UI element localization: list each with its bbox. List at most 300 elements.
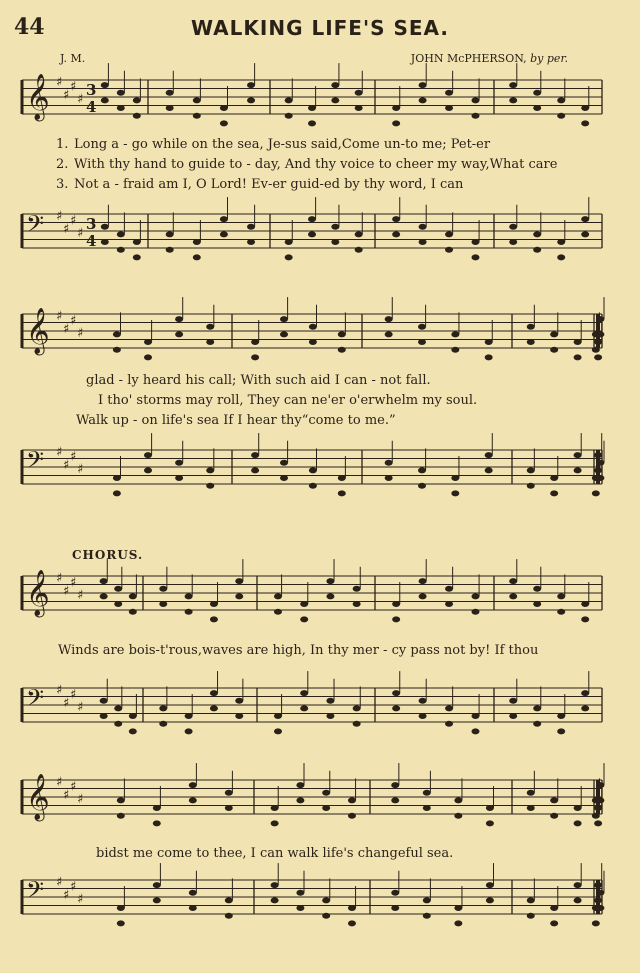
note-head [486,805,494,811]
note-head [285,254,293,260]
note-head [581,601,589,607]
bass-clef-icon: 𝄢 [26,210,45,243]
note-head [451,347,459,353]
verse-3-line-1 [56,177,463,192]
note-head [419,698,427,704]
note-head [113,475,121,481]
note-head [322,805,330,811]
sharp-icon: ♯ [56,683,63,698]
verse-number: 3. [56,177,69,192]
note-head [385,316,393,322]
note-head [557,609,565,615]
bass-clef-icon: 𝄢 [26,876,45,909]
note-head [527,897,535,903]
note-head [114,586,122,592]
sharp-icon: ♯ [63,221,70,237]
note-head [206,324,214,330]
note-head [348,920,356,926]
note-head [392,216,400,222]
music-credit-permission: by per. [530,52,568,65]
note-head [225,913,233,919]
note-head [574,452,582,458]
note-head [225,897,233,903]
treble-clef-icon: 𝄞 [26,774,50,820]
note-head [101,82,109,88]
note-head [423,897,431,903]
sharp-icon: ♯ [70,687,77,703]
sharp-icon: ♯ [63,583,70,599]
sharp-icon: ♯ [70,879,77,895]
note-head [114,721,122,727]
note-head [271,820,279,826]
note-head [235,593,243,599]
note-head [166,247,174,253]
note-head [533,231,541,237]
note-head [185,713,193,719]
note-head [331,239,339,245]
note-head [557,239,565,245]
sharp-icon: ♯ [56,775,63,790]
note-head [247,97,255,103]
note-head [533,105,541,111]
note-head [485,452,493,458]
note-head [486,820,494,826]
note-head [355,247,363,253]
note-head [594,354,602,360]
note-head [418,324,426,330]
note-head [355,105,363,111]
sharp-icon: ♯ [56,209,63,224]
note-head [574,897,582,903]
note-head [596,460,604,466]
treble-clef-icon: 𝄞 [26,308,50,354]
note-head [296,890,304,896]
note-head [533,247,541,253]
note-head [527,324,535,330]
note-head [309,339,317,345]
note-head [471,113,479,119]
note-head [485,339,493,345]
note-head [331,82,339,88]
note-head [592,813,600,819]
note-head [159,705,167,711]
bass-clef-icon: 𝄢 [26,446,45,479]
note-head [391,890,399,896]
note-head [423,805,431,811]
note-head [596,475,604,481]
note-head [274,593,282,599]
note-head [348,813,356,819]
note-head [527,483,535,489]
note-head [581,120,589,126]
note-head [300,601,308,607]
note-head [308,231,316,237]
bass-clef-icon: 𝄢 [26,684,45,717]
note-head [454,797,462,803]
note-head [210,601,218,607]
note-head [129,728,137,734]
note-head [533,705,541,711]
lyric-text: Not a - fraid am I, O Lord! Ev-er guid-ed by thy word, I can [74,177,464,192]
note-head [419,97,427,103]
note-head [144,467,152,473]
note-head [285,239,293,245]
note-head [159,586,167,592]
note-head [509,593,517,599]
clefs [26,74,96,909]
note-head [557,713,565,719]
note-head [113,331,121,337]
note-head [527,467,535,473]
note-head [153,882,161,888]
note-head [225,805,233,811]
note-head [144,452,152,458]
note-head [235,578,243,584]
note-head [331,224,339,230]
note-head [251,354,259,360]
sharp-icon: ♯ [77,700,84,715]
note-head [391,782,399,788]
note-head [117,920,125,926]
note-head [454,813,462,819]
note-head [144,339,152,345]
note-head [581,705,589,711]
sharp-icon: ♯ [63,695,70,711]
note-head [353,705,361,711]
note-head [326,578,334,584]
words-credit: J. M. [60,52,86,65]
note-head [550,920,558,926]
note-head [485,354,493,360]
note-head [486,882,494,888]
sharp-icon: ♯ [63,887,70,903]
note-head [153,897,161,903]
page-number: 44 [14,14,45,40]
sharp-icon: ♯ [77,792,84,807]
sharp-icon: ♯ [77,226,84,241]
note-head [581,690,589,696]
note-head [419,224,427,230]
sharp-icon: ♯ [77,462,84,477]
note-head [308,120,316,126]
note-head [445,247,453,253]
note-head [189,890,197,896]
note-head [189,905,197,911]
note-head [353,721,361,727]
note-head [271,897,279,903]
note-head [114,601,122,607]
note-head [185,609,193,615]
note-head [285,113,293,119]
note-head [247,239,255,245]
note-head [557,254,565,260]
note-head [117,231,125,237]
note-head [550,813,558,819]
time-signature: 4 [86,232,97,250]
note-head [596,797,604,803]
note-head [471,97,479,103]
note-head [574,820,582,826]
note-head [419,239,427,245]
lyric-text: With thy hand to guide to - day, And thy voice to cheer my way,What care [74,157,558,172]
note-head [471,713,479,719]
note-head [331,97,339,103]
note-head [100,698,108,704]
note-head [533,586,541,592]
sharp-icon: ♯ [63,787,70,803]
note-head [193,239,201,245]
note-head [309,467,317,473]
note-head [581,216,589,222]
note-head [581,105,589,111]
note-head [210,690,218,696]
note-head [274,713,282,719]
note-head [574,354,582,360]
note-head [574,805,582,811]
note-head [385,460,393,466]
note-head [471,728,479,734]
note-head [445,231,453,237]
note-head [355,231,363,237]
note-head [133,113,141,119]
note-head [296,782,304,788]
note-head [355,90,363,96]
note-head [348,797,356,803]
note-head [144,354,152,360]
treble-clef-icon: 𝄞 [26,570,50,616]
note-head [206,483,214,489]
note-head [101,239,109,245]
note-head [117,905,125,911]
note-head [594,820,602,826]
note-head [296,797,304,803]
chorus-line-1: Winds are bois-t'rous,waves are high, In thy mer - cy pass not by! If thou [58,643,539,658]
note-head [274,728,282,734]
note-head [581,616,589,622]
note-head [581,231,589,237]
note-head [308,216,316,222]
note-head [113,490,121,496]
note-head [451,331,459,337]
sharp-icon: ♯ [70,213,77,229]
note-head [594,805,602,811]
note-head [117,813,125,819]
note-head [392,690,400,696]
note-head [129,609,137,615]
note-head [385,475,393,481]
note-head [113,347,121,353]
note-head [117,247,125,253]
note-head [445,721,453,727]
note-head [101,224,109,230]
note-head [471,609,479,615]
note-head [326,593,334,599]
note-head [557,113,565,119]
note-head [210,616,218,622]
note-head [280,316,288,322]
note-head [596,905,604,911]
note-head [309,324,317,330]
chorus-label: CHORUS. [72,548,144,562]
note-head [280,331,288,337]
note-head [445,90,453,96]
hymn-title: WALKING LIFE'S SEA. [191,16,449,40]
note-head [594,897,602,903]
note-head [485,467,493,473]
note-head [338,490,346,496]
note-head [527,790,535,796]
note-head [175,475,183,481]
note-head [533,721,541,727]
note-head [175,460,183,466]
note-head [596,316,604,322]
verse-3-line-2: Walk up - on life's sea If I hear thy“come to me.” [76,413,396,428]
note-head [594,339,602,345]
note-head [251,339,259,345]
note-head [451,475,459,481]
sharp-icon: ♯ [63,87,70,103]
note-head [574,467,582,473]
note-head [117,90,125,96]
time-signature: 4 [86,98,97,116]
note-head [471,254,479,260]
music-credit-name: JOHN McPHERSON, [410,52,527,65]
note-head [274,609,282,615]
note-head [193,97,201,103]
note-head [592,490,600,496]
note-head [322,913,330,919]
note-head [557,728,565,734]
sharp-icon: ♯ [63,457,70,473]
note-head [454,905,462,911]
note-head [189,782,197,788]
note-head [419,713,427,719]
note-head [271,882,279,888]
note-head [550,475,558,481]
verse-number: 1. [56,137,69,152]
note-head [391,797,399,803]
sharp-icon: ♯ [63,321,70,337]
note-head [353,586,361,592]
note-head [338,475,346,481]
note-head [100,713,108,719]
note-head [385,331,393,337]
note-head [206,339,214,345]
verse-number: 2. [56,157,69,172]
note-head [300,616,308,622]
note-head [326,698,334,704]
verse-2-line-1 [56,157,557,172]
note-head [596,331,604,337]
note-head [533,601,541,607]
note-head [185,728,193,734]
note-head [550,331,558,337]
note-head [159,601,167,607]
note-head [550,797,558,803]
lyric-text: Long a - go while on the sea, Je-sus said,Come un-to me; Pet-er [74,137,491,152]
note-head [100,593,108,599]
note-head [117,105,125,111]
note-head [509,82,517,88]
sharp-icon: ♯ [70,449,77,465]
note-head [419,82,427,88]
note-head [509,698,517,704]
note-head [280,475,288,481]
note-head [166,231,174,237]
note-head [509,224,517,230]
note-head [594,467,602,473]
note-head [509,239,517,245]
note-head [445,586,453,592]
note-head [418,467,426,473]
note-head [392,120,400,126]
note-head [133,239,141,245]
verse-1-line-2: glad - ly heard his call; With such aid I can - not fall. [86,373,431,388]
sharp-icon: ♯ [56,309,63,324]
sharp-icon: ♯ [56,571,63,586]
note-head [175,316,183,322]
note-head [419,578,427,584]
note-head [300,705,308,711]
note-head [451,490,459,496]
note-head [550,905,558,911]
note-head [210,705,218,711]
sharp-icon: ♯ [77,92,84,107]
note-head [471,593,479,599]
note-head [322,790,330,796]
note-head [153,820,161,826]
note-head [285,97,293,103]
note-head [392,705,400,711]
note-head [392,616,400,622]
note-head [594,452,602,458]
note-head [592,920,600,926]
note-head [159,721,167,727]
sharp-icon: ♯ [77,588,84,603]
note-head [175,331,183,337]
sharp-icon: ♯ [70,779,77,795]
note-head [338,347,346,353]
note-head [193,113,201,119]
note-head [418,483,426,489]
note-head [322,897,330,903]
note-head [557,97,565,103]
note-head [509,97,517,103]
note-head [392,105,400,111]
treble-clef-icon: 𝄞 [26,74,50,120]
time-signature: 3 [86,81,97,99]
note-head [596,782,604,788]
note-head [574,339,582,345]
note-head [592,347,600,353]
note-head [550,490,558,496]
verse-1-line-1 [56,137,490,152]
note-head [509,713,517,719]
sharp-icon: ♯ [56,445,63,460]
note-head [445,705,453,711]
chorus-line-2: bidst me come to thee, I can walk life's changeful sea. [96,846,454,861]
note-head [235,698,243,704]
note-head [220,216,228,222]
note-head [251,467,259,473]
note-head [153,805,161,811]
note-head [300,690,308,696]
staff-lines [22,80,602,914]
note-head [338,331,346,337]
note-head [454,920,462,926]
note-head [247,82,255,88]
note-head [574,882,582,888]
